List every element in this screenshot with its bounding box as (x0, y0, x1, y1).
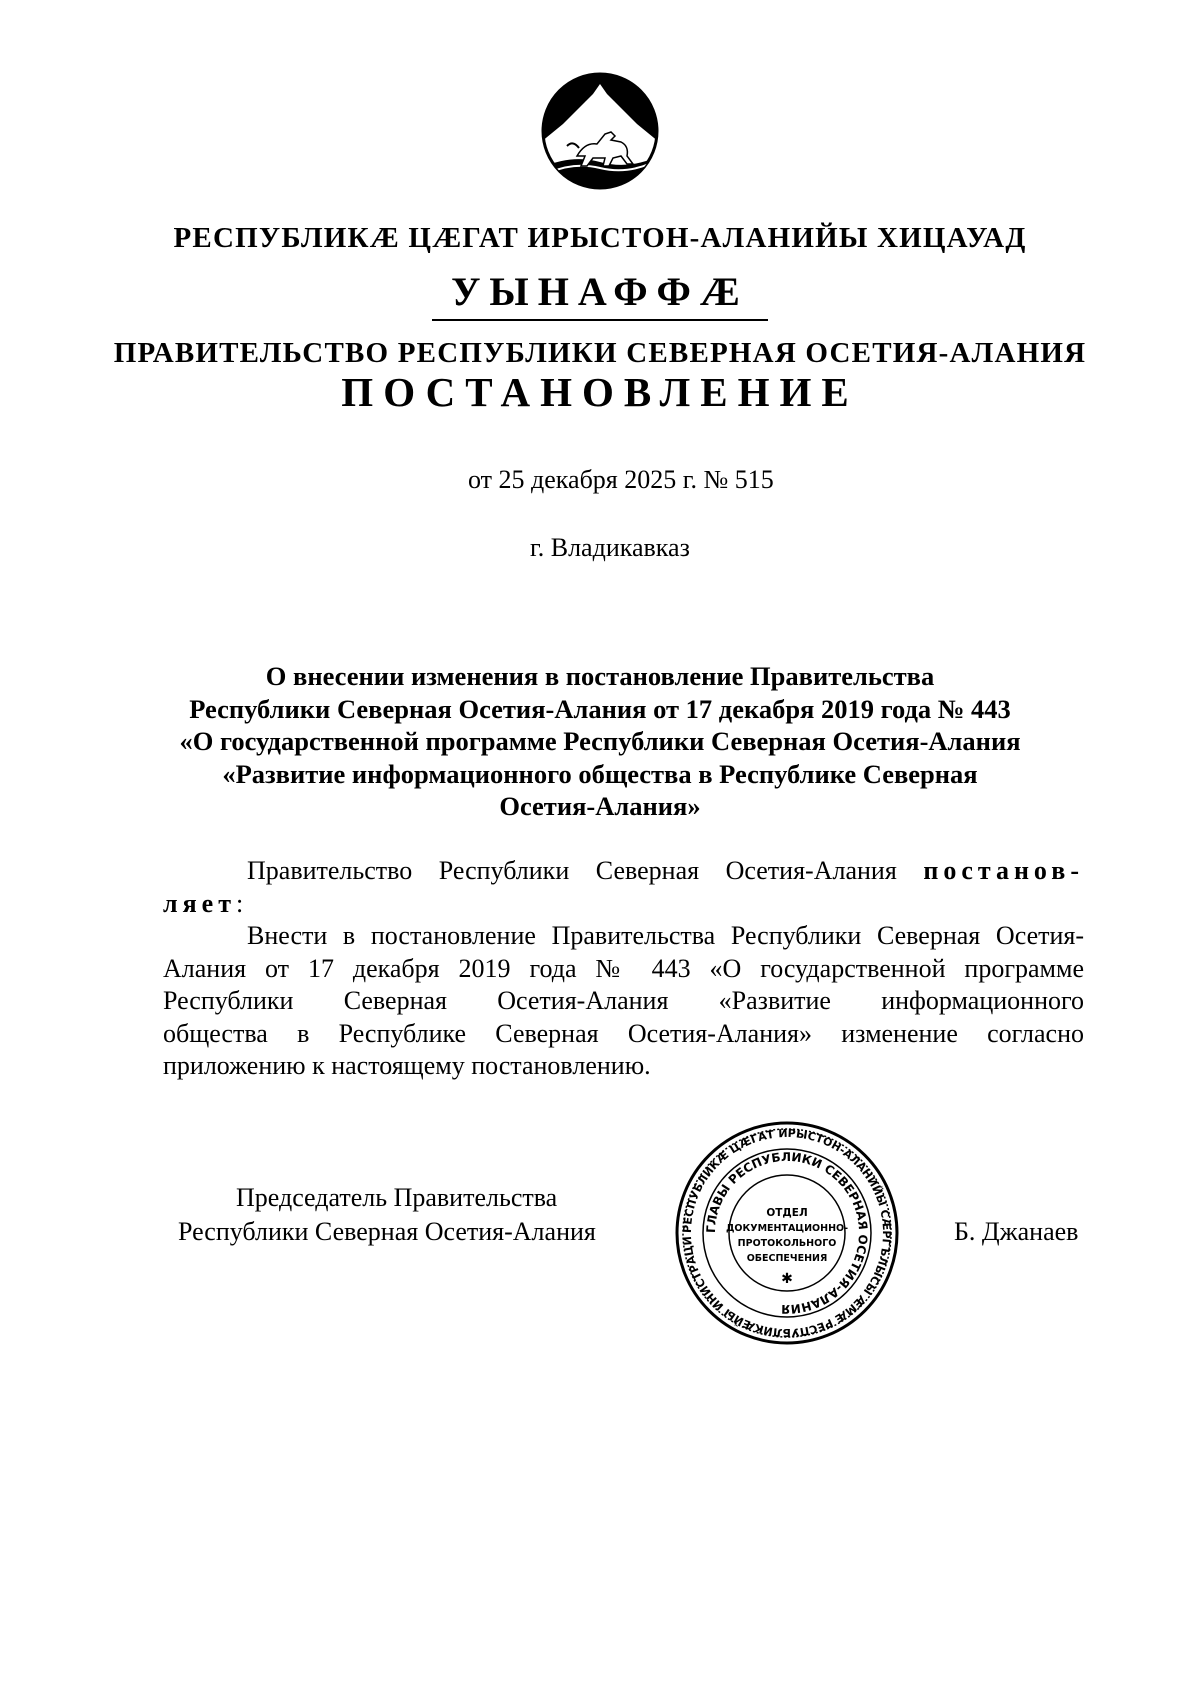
seal-center-line: ПРОТОКОЛЬНОГО (737, 1238, 837, 1249)
star-icon: ✱ (781, 1271, 793, 1287)
body-line: общества в Республике Северная Осетия-Алания» изменение согласно (163, 1018, 1084, 1048)
seal-center-line: ДОКУМЕНТАЦИОННО- (725, 1223, 849, 1234)
resolution-body (163, 920, 1084, 1083)
title-line: «Развитие информационного общества в Республике Северная (222, 758, 978, 789)
header-rule (432, 319, 768, 321)
document-city: г. Владикавказ (530, 533, 690, 562)
russian-document-type: ПОСТАНОВЛЕНИЕ (341, 369, 859, 415)
title-line: Республики Северная Осетия-Алания от 17 декабря 2019 года № 443 (189, 693, 1011, 724)
signatory-name: Б. Джанаев (954, 1217, 1079, 1246)
seal-ring-text: ГЛАВЫ РЕСПУБЛИКИ СЕВЕРНАЯ ОСЕТИЯ-АЛАНИЯ (703, 1149, 871, 1317)
resolution-preamble (163, 855, 1084, 920)
document-date-number: от 25 декабря 2025 г. № 515 (468, 465, 774, 494)
preamble-line (163, 888, 1084, 921)
body-line: Внести в постановление Правительства Республики Северная Осетия- (247, 921, 1084, 950)
russian-government-name: ПРАВИТЕЛЬСТВО РЕСПУБЛИКИ СЕВЕРНАЯ ОСЕТИЯ-АЛАНИЯ (113, 337, 1087, 369)
preamble-verb-part2: ляет (163, 888, 236, 918)
signatory-role-line2: Республики Северная Осетия-Алания (178, 1217, 596, 1246)
preamble-text: Правительство Республики Северная Осетия-Алания (247, 856, 897, 885)
title-line: О внесении изменения в постановление Правительства (265, 661, 935, 691)
seal-outer-text: РЕСПУБЛИКӔ ЦӔГАТ ИРЫСТОН-АЛАНИЙЫ СӔРГЪЛЫСЫ ӔМӔ РЕСПУБЛИКӔЙЫ ИНИСТРАЦИ (680, 1126, 894, 1340)
title-line: «О государственной программе Республики Северная Осетия-Алания (179, 726, 1021, 756)
preamble-line (163, 855, 1084, 888)
body-line: Алания от 17 декабря 2019 года № 443 «О государственной программе (163, 953, 1084, 983)
seal-center-line: ОТДЕЛ (766, 1207, 808, 1219)
body-line: Республики Северная Осетия-Алания «Развитие информационного (163, 986, 1084, 1015)
coat-of-arms-emblem (541, 72, 659, 190)
preamble-colon: : (235, 888, 244, 918)
preamble-verb-part1: постанов- (923, 856, 1084, 885)
ossetian-document-type: УЫНАФФӔ (451, 269, 749, 314)
official-seal (672, 1118, 902, 1348)
seal-center-line: ОБЕСПЕЧЕНИЯ (746, 1253, 828, 1264)
document-title (150, 660, 1050, 823)
ossetian-government-name: РЕСПУБЛИКӔ ЦӔГАТ ИРЫСТОН-АЛАНИЙЫ ХИЦАУАД (173, 222, 1027, 254)
title-line: Осетия-Алания» (499, 791, 701, 821)
signatory-role-line1: Председатель Правительства (236, 1183, 558, 1212)
body-line: приложению к настоящему постановлению. (163, 1051, 651, 1080)
